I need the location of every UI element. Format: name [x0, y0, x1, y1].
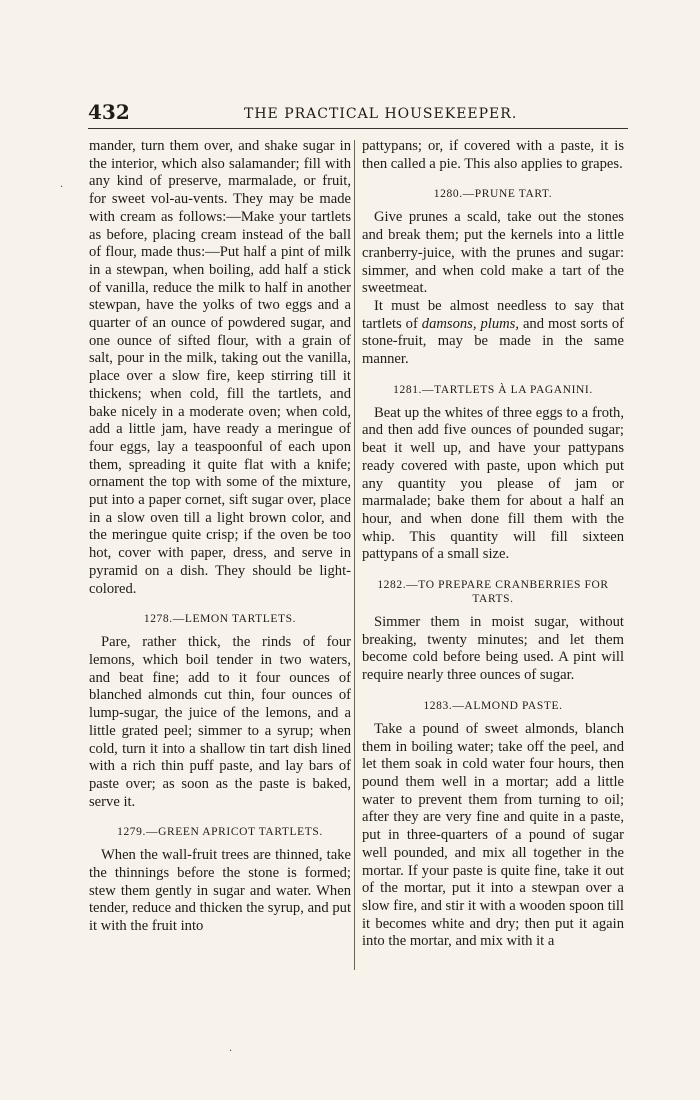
column-divider [354, 140, 355, 970]
recipe-text-1282: Simmer them in moist sugar, without breaking, twenty minutes; and let them become cold before being used. A pint will require nearly three ounces of sugar. [362, 614, 624, 684]
stray-dot: · [229, 1046, 233, 1057]
recipe-title-1282: 1282.—TO PREPARE CRANBERRIES FOR TARTS. [377, 579, 609, 606]
recipe-text-1281: Beat up the whites of three eggs to a froth, and then add five ounces of pounded sugar; beat it well up, and have your pattypans ready covered with paste, upon which put any quantity you please of jam or marmalade; bake them for about a half an hour, and when done fill them with the whip. This quantity will fill sixteen pattypans of a small size. [362, 404, 624, 563]
recipe-title-1278: 1278.—LEMON TARTLETS. [143, 613, 297, 626]
recipe-text-1283: Take a pound of sweet almonds, blanch them in boiling water; take off the peel, and let them soak in cold water four hours, then pound them well in a mortar; add a little water to prevent them from turning to oil; after they are very fine and quite in a paste, put in three-quarters of a pound of sugar well pounded, and mix all together in the mortar. If your paste is quite fine, take it out of the mortar, put it into a stewpan over a slow fire, and stir it with a wooden spoon till it becomes white and dry; then put it again into the mortar, and mix with it a [362, 720, 624, 950]
recipe-title-1280: 1280.—PRUNE TART. [433, 188, 553, 201]
running-head: THE PRACTICAL HOUSEKEEPER. [244, 106, 518, 122]
recipe-title-1281: 1281.—TARTLETS À LA PAGANINI. [393, 383, 593, 396]
text-run: It must be almost needless to say that tartlets of [362, 297, 624, 332]
italic-text-run: damsons, plums, [421, 315, 519, 332]
left-column [89, 138, 351, 936]
recipe-text-1278: Pare, rather thick, the rinds of four lemons, which boil tender in two waters, and beat fine; add to it four ounces of blanched almonds cut thin, four ounces of lump-sugar, the juice of the lemons, and a little grated peel; simmer to a syrup; when cold, turn it into a shallow tin tart dish lined with a rich thin puff paste, and lay bars of paste over; as soon as the paste is baked, serve it. [89, 634, 351, 810]
right-column [362, 138, 624, 951]
stray-dot: · [60, 182, 64, 193]
page-number: 432 [88, 100, 130, 124]
header-rule [88, 128, 628, 129]
paragraph-continued-right: pattypans; or, if covered with a paste, it is then called a pie. This also applies to grapes. [362, 138, 624, 172]
recipe-title-1283: 1283.—ALMOND PASTE. [423, 699, 563, 712]
recipe-text-1280a: Give prunes a scald, take out the stones and break them; put the kernels into a little cranberry-juice, with the prunes and sugar: simmer, and when cold make a tart of the sweetmeat. [362, 209, 624, 297]
paragraph-continued: mander, turn them over, and shake sugar in the interior, which also salamander; fill with any kind of preserve, marmalade, or fruit, for sweet vol-au-vents. They may be made with cream as follows:—Make your tartlets as before, placing cream instead of the ball of flour, made thus:—Put half a pint of milk in a stewpan, when boiling, add half a stick of vanilla, reduce the milk to half in another stewpan, have the yolks of two eggs and a quarter of an ounce of powdered sugar, and one ounce of sifted flour, with a grain of salt, pour in the milk, taking out the vanilla, place over a slow fire, keep stirring till it thickens; when cold, fill the tartlets, and bake nicely in a moderate oven; when cold, add a little jam, have ready a meringue of four eggs, lay a teaspoonful of each upon them, spreading it quite flat with a knife; ornament the top with some of the mixture, put into a paper cornet, sift sugar over, place in a slow oven till a light brown color, and the meringue quite crisp; if the oven be too hot, cover with paper, dress, and serve in pyramid on a dish. They should be light-colored. [89, 138, 351, 597]
recipe-title-1279: 1279.—GREEN APRICOT TARTLETS. [117, 826, 323, 839]
text-run: and most sorts of stone-fruit, may be made in the same manner. [362, 315, 624, 368]
recipe-text-1280b [362, 298, 624, 369]
recipe-text-1279: When the wall-fruit trees are thinned, take the thinnings before the stone is formed; stew them gently in sugar and water. When tender, reduce and thicken the syrup, and put it with the fruit into [89, 847, 351, 935]
